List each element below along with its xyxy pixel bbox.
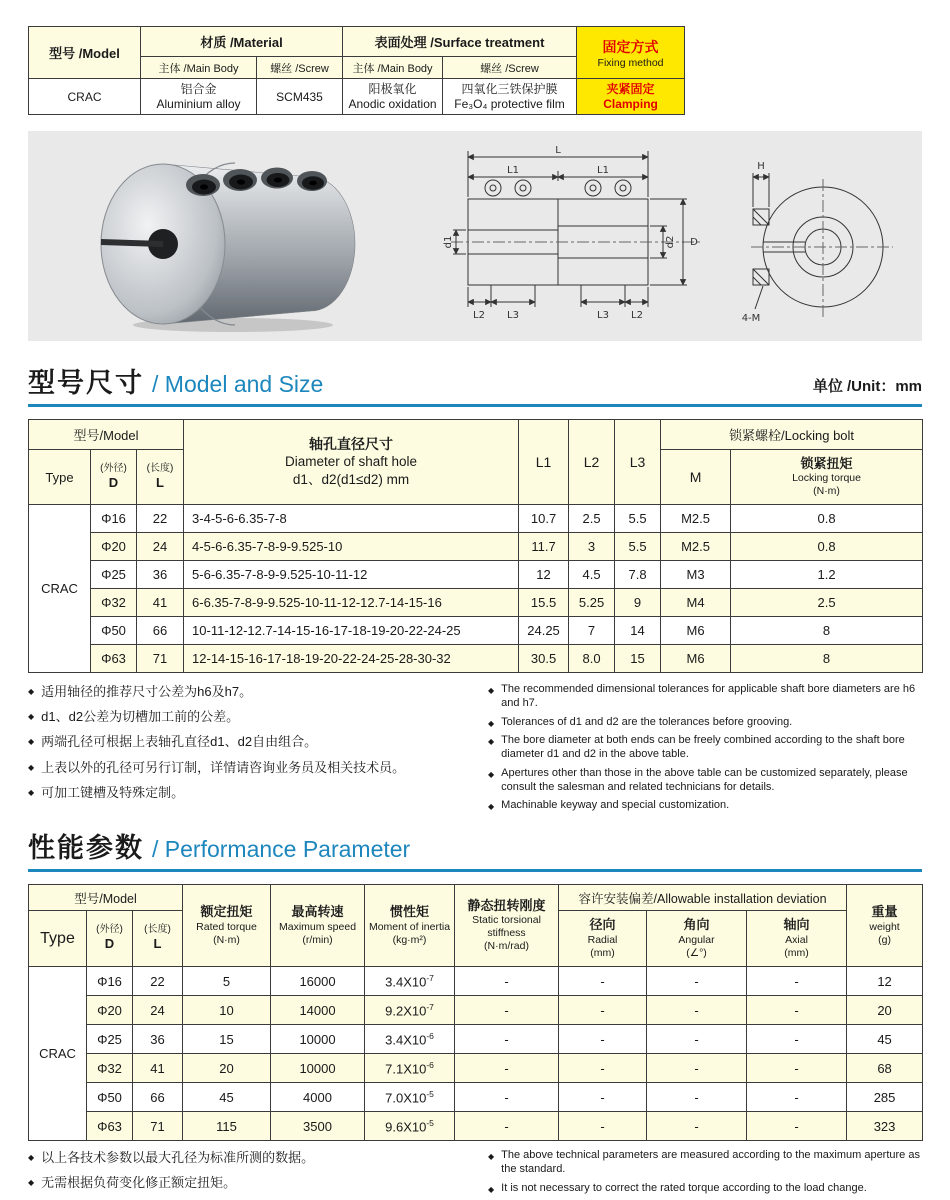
stiffness-unit: (N·m/rad)	[484, 940, 529, 953]
perf-row-5	[29, 1112, 923, 1141]
hole-header-range: d1、d2(d1≤d2) mm	[292, 471, 410, 487]
size-header-type: Type	[29, 450, 91, 505]
cell-axial: -	[747, 1054, 847, 1083]
inertia-exp: -5	[426, 1088, 434, 1099]
axial-unit: (mm)	[784, 946, 809, 959]
cell-d: Φ32	[87, 1054, 133, 1083]
dim-label-H: H	[757, 161, 765, 172]
cell-rated-torque: 5	[183, 967, 271, 996]
max-speed-en: Maximum speed	[279, 920, 357, 933]
cell-l: 41	[137, 589, 184, 617]
note-text: Tolerances of d1 and d2 are the tolerances before grooving.	[501, 715, 793, 728]
l-paren-label: (长度)	[146, 462, 174, 474]
surface-body-en: Anodic oxidation	[348, 96, 437, 111]
cell-l: 36	[137, 561, 184, 589]
cell-max-speed: 3500	[271, 1112, 365, 1141]
cell-weight: 323	[847, 1112, 923, 1141]
fixing-value-zh: 夹紧固定	[606, 81, 655, 96]
cell-rated-torque: 15	[183, 1025, 271, 1054]
cell-l3: 7.8	[615, 561, 661, 589]
inertia-exp: -6	[426, 1030, 434, 1041]
perf-type-value: CRAC	[29, 967, 87, 1141]
cell-max-speed: 16000	[271, 967, 365, 996]
inertia-base: 9.6X10	[385, 1119, 427, 1135]
note-item	[28, 1174, 472, 1192]
size-title-en: / Model and Size	[152, 371, 324, 397]
cell-l1: 15.5	[519, 589, 569, 617]
cell-inertia	[365, 1083, 455, 1112]
size-header-l2: L2	[569, 420, 615, 505]
dim-label-L2-left: L2	[473, 310, 485, 321]
cell-d: Φ16	[91, 505, 137, 533]
cell-radial: -	[559, 1025, 647, 1054]
cell-l: 66	[137, 617, 184, 645]
cell-stiffness: -	[455, 1112, 559, 1141]
size-header-hole	[184, 420, 519, 505]
note-item	[488, 799, 922, 813]
d-paren-label: (外径)	[96, 924, 123, 936]
cell-torque: 8	[731, 645, 923, 673]
cell-max-speed: 10000	[271, 1054, 365, 1083]
cell-angular: -	[647, 1083, 747, 1112]
axial-zh: 轴向	[783, 917, 810, 933]
cell-l3: 9	[615, 589, 661, 617]
dim-label-d2: d2	[665, 235, 676, 249]
dim-label-L1-right: L1	[597, 165, 609, 176]
perf-title-zh: 性能参数	[28, 833, 144, 863]
angular-zh: 角向	[683, 917, 710, 933]
size-row-3	[29, 589, 923, 617]
note-item	[28, 683, 472, 701]
bullet-icon: ◆	[488, 769, 495, 779]
cell-l3: 5.5	[615, 533, 661, 561]
cell-torque: 0.8	[731, 505, 923, 533]
cell-l1: 24.25	[519, 617, 569, 645]
cell-max-speed: 10000	[271, 1025, 365, 1054]
inertia-en: Moment of inertia	[368, 920, 451, 933]
cell-inertia	[365, 1112, 455, 1141]
radial-unit: (mm)	[590, 946, 615, 959]
cell-weight: 45	[847, 1025, 923, 1054]
note-text: It is not necessary to correct the rated torque according to the load change.	[501, 1181, 867, 1194]
inertia-base: 7.1X10	[385, 1061, 427, 1077]
cell-weight: 12	[847, 967, 923, 996]
bullet-icon: ◆	[28, 687, 35, 696]
cell-holes: 6-6.35-7-8-9-9.525-10-11-12-12.7-14-15-16	[184, 589, 519, 617]
locking-torque-en: Locking torque	[792, 472, 861, 484]
spec-header-fixing	[577, 27, 685, 79]
spec-material-screw: SCM435	[257, 79, 343, 115]
axial-en: Axial	[785, 933, 808, 946]
spec-subheader-mainbody-1: 主体 /Main Body	[141, 57, 257, 79]
radial-en: Radial	[587, 933, 618, 946]
cell-rated-torque: 115	[183, 1112, 271, 1141]
inertia-exp: -7	[426, 972, 434, 983]
perf-header-axial	[747, 911, 847, 967]
bullet-icon: ◆	[488, 802, 495, 812]
cell-d: Φ20	[87, 996, 133, 1025]
bullet-icon: ◆	[28, 737, 35, 747]
d-paren-label: (外径)	[100, 462, 127, 474]
cell-l: 41	[133, 1054, 183, 1083]
bullet-icon: ◆	[488, 686, 495, 695]
bullet-icon: ◆	[488, 1152, 495, 1161]
cell-d: Φ16	[87, 967, 133, 996]
perf-row-3	[29, 1054, 923, 1083]
size-row-4	[29, 617, 923, 645]
note-item	[488, 734, 922, 762]
cell-axial: -	[747, 967, 847, 996]
cell-rated-torque: 10	[183, 996, 271, 1025]
cell-radial: -	[559, 1083, 647, 1112]
cell-l2: 5.25	[569, 589, 615, 617]
l-paren-label: (长度)	[144, 924, 171, 936]
note-item	[28, 1149, 472, 1167]
cell-torque: 0.8	[731, 533, 923, 561]
cell-m: M3	[661, 561, 731, 589]
note-text: d1、d2公差为切槽加工前的公差。	[41, 709, 240, 725]
dim-label-L1-left: L1	[507, 165, 519, 176]
perf-row-1	[29, 996, 923, 1025]
bullet-icon: ◆	[488, 718, 495, 728]
size-header-d	[91, 450, 137, 505]
cell-weight: 20	[847, 996, 923, 1025]
dim-label-L2-right: L2	[631, 310, 643, 321]
cell-inertia	[365, 1025, 455, 1054]
cell-d: Φ32	[91, 589, 137, 617]
perf-row-4	[29, 1083, 923, 1112]
locking-torque-zh: 锁紧扭矩	[800, 455, 853, 471]
bullet-icon: ◆	[28, 1178, 35, 1188]
inertia-exp: -6	[426, 1059, 434, 1070]
note-text: 两端孔径可根据上表轴孔直径d1、d2自由组合。	[41, 734, 318, 750]
cell-l: 36	[133, 1025, 183, 1054]
size-row-1	[29, 533, 923, 561]
perf-header-d	[87, 911, 133, 967]
cell-l: 22	[137, 505, 184, 533]
fixing-value-en: Clamping	[603, 96, 658, 111]
cell-l: 22	[133, 967, 183, 996]
cell-l: 24	[137, 533, 184, 561]
size-header-locking-bolt: 锁紧螺栓/Locking bolt	[661, 420, 923, 450]
l-label: L	[156, 474, 164, 490]
note-item	[488, 1182, 922, 1196]
cell-rated-torque: 45	[183, 1083, 271, 1112]
cell-l2: 2.5	[569, 505, 615, 533]
dim-label-L3-right: L3	[597, 310, 609, 321]
cell-angular: -	[647, 1054, 747, 1083]
note-item	[488, 1149, 922, 1177]
cell-d: Φ50	[87, 1083, 133, 1112]
perf-header-l	[133, 911, 183, 967]
size-row-5	[29, 645, 923, 673]
size-header-l	[137, 450, 184, 505]
cell-inertia	[365, 1054, 455, 1083]
note-text: 以上各技术参数以最大孔径为标准所测的数据。	[41, 1150, 315, 1165]
size-section-heading	[28, 361, 922, 407]
cell-d: Φ25	[91, 561, 137, 589]
cell-l: 71	[133, 1112, 183, 1141]
spec-summary-table	[28, 26, 685, 115]
l-label: L	[153, 936, 162, 952]
performance-table	[28, 884, 923, 1141]
spec-model-value: CRAC	[29, 79, 141, 115]
d-label: D	[108, 474, 119, 490]
bullet-icon: ◆	[28, 787, 35, 797]
cell-stiffness: -	[455, 996, 559, 1025]
inertia-zh: 惯性矩	[390, 904, 430, 920]
bullet-icon: ◆	[488, 737, 495, 747]
locking-torque-unit: (N·m)	[813, 485, 840, 498]
size-header-l1: L1	[519, 420, 569, 505]
cell-holes: 3-4-5-6-6.35-7-8	[184, 505, 519, 533]
dim-label-L3-left: L3	[507, 310, 519, 321]
perf-notes	[28, 1149, 922, 1200]
cell-stiffness: -	[455, 967, 559, 996]
size-notes-zh	[28, 683, 488, 818]
bullet-icon: ◆	[488, 1184, 495, 1194]
bullet-icon: ◆	[28, 762, 35, 772]
spec-surface-screw	[443, 79, 577, 115]
perf-header-type: Type	[29, 911, 87, 967]
perf-notes-en	[488, 1149, 922, 1200]
cell-rated-torque: 20	[183, 1054, 271, 1083]
size-notes	[28, 683, 922, 818]
cell-inertia	[365, 996, 455, 1025]
size-header-locking-torque	[731, 450, 923, 505]
perf-header-radial	[559, 911, 647, 967]
cell-l2: 4.5	[569, 561, 615, 589]
cell-l1: 11.7	[519, 533, 569, 561]
note-text: Apertures other than those in the above table can be customized separately, please consult the salesman and related technicians for details.	[501, 766, 908, 793]
product-photo	[83, 139, 373, 334]
material-body-zh: 铝合金	[180, 81, 217, 96]
cell-d: Φ63	[87, 1112, 133, 1141]
cell-l3: 5.5	[615, 505, 661, 533]
cell-l3: 14	[615, 617, 661, 645]
dimension-drawing-side	[723, 139, 898, 339]
note-text: 上表以外的孔径可另行订制，详情请咨询业务员及相关技术员。	[41, 759, 406, 775]
unit-label: 单位 /Unit：mm	[812, 378, 922, 395]
note-item	[488, 767, 922, 795]
spec-surface-body	[343, 79, 443, 115]
note-text: The bore diameter at both ends can be freely combined according to the shaft bore diameter d1 and d2 in the above table.	[501, 734, 905, 760]
note-item	[28, 708, 472, 726]
hole-header-en: Diameter of shaft hole	[284, 454, 418, 470]
inertia-base: 9.2X10	[385, 1003, 427, 1019]
cell-m: M6	[661, 617, 731, 645]
screw-callout-label: 4-M	[741, 313, 761, 324]
max-speed-zh: 最高转速	[291, 904, 344, 920]
cell-d: Φ63	[91, 645, 137, 673]
weight-en: weight	[869, 920, 900, 933]
inertia-base: 7.0X10	[385, 1090, 427, 1106]
rated-torque-en: Rated torque	[196, 920, 257, 933]
cell-d: Φ50	[91, 617, 137, 645]
size-header-model: 型号/Model	[29, 420, 184, 450]
stiffness-zh: 静态扭转刚度	[467, 897, 546, 913]
perf-header-stiffness	[455, 885, 559, 967]
cell-radial: -	[559, 967, 647, 996]
perf-header-inertia	[365, 885, 455, 967]
hole-header-zh: 轴孔直径尺寸	[309, 435, 394, 452]
note-item	[28, 733, 472, 751]
note-item	[488, 716, 922, 730]
rated-torque-zh: 额定扭矩	[200, 904, 253, 920]
inertia-exp: -5	[426, 1117, 434, 1128]
bullet-icon: ◆	[28, 712, 35, 722]
perf-row-2	[29, 1025, 923, 1054]
note-text: 无需根据负荷变化修正额定扭矩。	[41, 1175, 237, 1191]
weight-zh: 重量	[871, 904, 898, 920]
note-text: The recommended dimensional tolerances for applicable shaft bore diameters are h6 and h7.	[501, 683, 916, 709]
cell-axial: -	[747, 1025, 847, 1054]
size-type-value: CRAC	[29, 505, 91, 673]
cell-torque: 2.5	[731, 589, 923, 617]
cell-radial: -	[559, 1112, 647, 1141]
cell-holes: 4-5-6-6.35-7-8-9-9.525-10	[184, 533, 519, 561]
cell-weight: 285	[847, 1083, 923, 1112]
cell-l: 71	[137, 645, 184, 673]
dimension-drawing-front	[443, 137, 708, 337]
inertia-exp: -7	[426, 1001, 434, 1012]
rated-torque-unit: (N·m)	[213, 933, 240, 946]
cell-stiffness: -	[455, 1054, 559, 1083]
perf-header-model: 型号/Model	[29, 885, 183, 911]
cell-d: Φ20	[91, 533, 137, 561]
spec-material-body	[141, 79, 257, 115]
cell-l3: 15	[615, 645, 661, 673]
spec-subheader-mainbody-2: 主体 /Main Body	[343, 57, 443, 79]
cell-l2: 3	[569, 533, 615, 561]
cell-m: M6	[661, 645, 731, 673]
cell-holes: 12-14-15-16-17-18-19-20-22-24-25-28-30-32	[184, 645, 519, 673]
cell-l1: 12	[519, 561, 569, 589]
cell-l: 24	[133, 996, 183, 1025]
size-row-2	[29, 561, 923, 589]
perf-header-angular	[647, 911, 747, 967]
cell-weight: 68	[847, 1054, 923, 1083]
product-image-strip	[28, 131, 922, 341]
spec-header-material: 材质 /Material	[141, 27, 343, 57]
inertia-base: 3.4X10	[385, 1032, 427, 1048]
bullet-icon: ◆	[28, 1153, 35, 1162]
cell-stiffness: -	[455, 1083, 559, 1112]
cell-max-speed: 14000	[271, 996, 365, 1025]
surface-screw-zh: 四氧化三铁保护膜	[461, 81, 558, 96]
size-row-0	[29, 505, 923, 533]
cell-angular: -	[647, 1025, 747, 1054]
cell-max-speed: 4000	[271, 1083, 365, 1112]
cell-axial: -	[747, 1112, 847, 1141]
angular-unit: (∠°)	[686, 946, 707, 959]
perf-header-weight	[847, 885, 923, 967]
cell-radial: -	[559, 1054, 647, 1083]
cell-l1: 10.7	[519, 505, 569, 533]
cell-axial: -	[747, 1083, 847, 1112]
radial-zh: 径向	[589, 917, 616, 933]
perf-header-deviation: 容许安装偏差/Allowable installation deviation	[559, 885, 847, 911]
cell-holes: 5-6-6.35-7-8-9-9.525-10-11-12	[184, 561, 519, 589]
note-item	[488, 683, 922, 711]
cell-m: M4	[661, 589, 731, 617]
perf-header-rated-torque	[183, 885, 271, 967]
note-item	[28, 759, 472, 777]
note-text: 适用轴径的推荐尺寸公差为h6及h7。	[41, 684, 253, 699]
perf-title-en: / Performance Parameter	[152, 836, 411, 862]
perf-notes-zh	[28, 1149, 488, 1200]
size-header-m: M	[661, 450, 731, 505]
cell-angular: -	[647, 967, 747, 996]
cell-stiffness: -	[455, 1025, 559, 1054]
cell-l2: 7	[569, 617, 615, 645]
note-text: The above technical parameters are measured according to the maximum aperture as the standard.	[501, 1149, 920, 1175]
cell-inertia	[365, 967, 455, 996]
cell-angular: -	[647, 996, 747, 1025]
note-text: Machinable keyway and special customization.	[501, 799, 730, 812]
spec-fixing-value	[577, 79, 685, 115]
cell-axial: -	[747, 996, 847, 1025]
cell-holes: 10-11-12-12.7-14-15-16-17-18-19-20-22-24-25	[184, 617, 519, 645]
cell-d: Φ25	[87, 1025, 133, 1054]
cell-angular: -	[647, 1112, 747, 1141]
cell-torque: 8	[731, 617, 923, 645]
size-header-l3: L3	[615, 420, 661, 505]
inertia-unit: (kg·m²)	[392, 933, 427, 946]
cell-torque: 1.2	[731, 561, 923, 589]
surface-screw-en: Fe₃O₄ protective film	[454, 96, 565, 111]
note-text: 可加工键槽及特殊定制。	[41, 784, 185, 800]
max-speed-unit: (r/min)	[302, 933, 333, 946]
cell-m: M2.5	[661, 505, 731, 533]
angular-en: Angular	[678, 933, 715, 946]
dim-label-D: D	[690, 237, 698, 248]
model-size-table	[28, 419, 923, 673]
perf-section-heading	[28, 826, 922, 872]
spec-subheader-screw-2: 螺丝 /Screw	[443, 57, 577, 79]
weight-unit: (g)	[878, 933, 891, 946]
cell-l1: 30.5	[519, 645, 569, 673]
spec-header-surface: 表面处理 /Surface treatment	[343, 27, 577, 57]
surface-body-zh: 阳极氧化	[368, 81, 417, 96]
spec-header-model: 型号 /Model	[29, 27, 141, 79]
cell-l: 66	[133, 1083, 183, 1112]
dim-label-L: L	[555, 145, 561, 156]
material-body-en: Aluminium alloy	[156, 96, 241, 111]
fixing-method-zh: 固定方式	[602, 38, 659, 55]
inertia-base: 3.4X10	[385, 974, 427, 990]
stiffness-en: Static torsional stiffness	[472, 913, 541, 940]
d-label: D	[104, 936, 115, 952]
perf-row-0	[29, 967, 923, 996]
cell-l2: 8.0	[569, 645, 615, 673]
cell-radial: -	[559, 996, 647, 1025]
cell-m: M2.5	[661, 533, 731, 561]
fixing-method-en: Fixing method	[597, 56, 664, 69]
size-notes-en	[488, 683, 922, 818]
dim-label-d1: d1	[443, 235, 454, 249]
spec-subheader-screw-1: 螺丝 /Screw	[257, 57, 343, 79]
perf-header-max-speed	[271, 885, 365, 967]
size-title-zh: 型号尺寸	[28, 368, 144, 398]
note-item	[28, 784, 472, 802]
